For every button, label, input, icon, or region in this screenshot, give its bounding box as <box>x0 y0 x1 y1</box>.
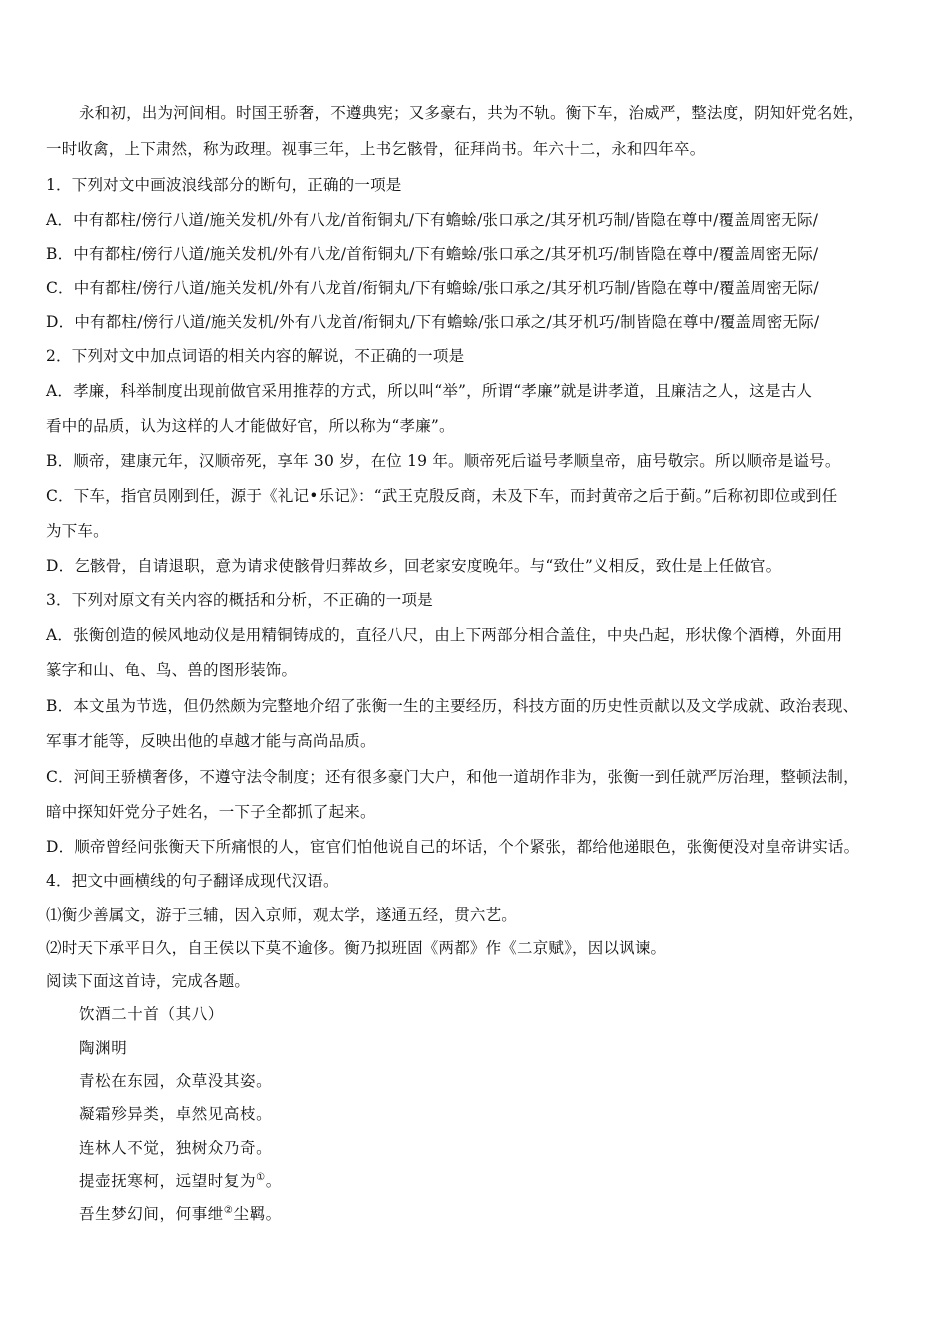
question-3-option-b-line-2: 军事才能等，反映出他的卓越才能与高尚品质。 <box>46 732 376 750</box>
question-3-stem: 3．下列对原文有关内容的概括和分析，不正确的一项是 <box>46 591 433 609</box>
question-4-sentence-1: ⑴衡少善属文，游于三辅，因入京师，观太学，遂通五经，贯六艺。 <box>46 906 518 924</box>
question-4-stem: 4．把文中画横线的句子翻译成现代汉语。 <box>46 872 339 890</box>
reading-instruction: 阅读下面这首诗，完成各题。 <box>46 972 251 990</box>
question-2-option-c-line-1: C．下车，指官员刚到任，源于《礼记•乐记》：“武王克殷反商，未及下车，而封黄帝之后于蓟。”后称初即位或到任 <box>46 487 838 505</box>
question-2-option-a-line-2: 看中的品质，认为这样的人才能做好官，所以称为“孝廉”。 <box>46 417 455 435</box>
question-2-option-d: D．乞骸骨，自请退职，意为请求使骸骨归葬故乡，回老家安度晚年。与“致仕”义相反，致仕是上任做官。 <box>46 557 782 575</box>
question-4-sentence-2: ⑵时天下承平日久，自王侯以下莫不逾侈。衡乃拟班固《两都》作《二京赋》，因以讽谏。 <box>46 939 667 957</box>
poem-line-1: 青松在东园，众草没其姿。 <box>79 1072 273 1090</box>
question-3-option-c-line-1: C．河间王骄横奢侈，不遵守法令制度；还有很多豪门大户，和他一道胡作非为，张衡一到任就严厉治理，整顿法制， <box>46 768 859 786</box>
question-1-option-d: D．中有都柱/傍行八道/施关发机/外有八龙首/衔铜丸/下有蟾蜍/张口承之/其牙机巧/制皆隐在尊中/覆盖周密无际/ <box>46 313 820 331</box>
poem-line-4 <box>79 1171 282 1191</box>
poem-line-4-end: 。 <box>265 1172 282 1190</box>
question-1-option-a: A．中有都柱/傍行八道/施关发机/外有八龙/首衔铜丸/下有蟾蜍/张口承之/其牙机巧制/皆隐在尊中/覆盖周密无际/ <box>46 211 819 229</box>
passage-line-2: 一时收禽，上下肃然，称为政理。视事三年，上书乞骸骨，征拜尚书。年六十二，永和四年卒。 <box>46 140 706 158</box>
question-3-option-c-line-2: 暗中探知奸党分子姓名，一下子全都抓了起来。 <box>46 803 376 821</box>
question-1-option-c: C．中有都柱/傍行八道/施关发机/外有八龙首/衔铜丸/下有蟾蜍/张口承之/其牙机巧制/皆隐在尊中/覆盖周密无际/ <box>46 279 819 297</box>
question-2-stem: 2．下列对文中加点词语的相关内容的解说，不正确的一项是 <box>46 347 465 365</box>
poem-line-4-text: 提壶抚寒柯，远望时复为 <box>79 1172 257 1190</box>
poem-line-5-text: 吾生梦幻间，何事绁 <box>79 1205 224 1223</box>
question-2-option-c-line-2: 为下车。 <box>46 522 109 540</box>
question-2-option-a-line-1: A．孝廉，科举制度出现前做官采用推荐的方式，所以叫“举”，所谓“孝廉”就是讲孝道，且廉洁之人，这是古人 <box>46 382 813 400</box>
poem-line-5-end: 尘羁。 <box>233 1205 282 1223</box>
poem-line-3: 连林人不觉，独树众乃奇。 <box>79 1139 273 1157</box>
question-3-option-b-line-1: B．本文虽为节选，但仍然颇为完整地介绍了张衡一生的主要经历，科技方面的历史性贡献以及文学成就、政治表现、 <box>46 697 859 715</box>
poem-author: 陶渊明 <box>79 1039 128 1057</box>
footnote-marker-1: ① <box>256 1171 266 1183</box>
question-1-option-b: B．中有都柱/傍行八道/施关发机/外有八龙/首衔铜丸/下有蟾蜍/张口承之/其牙机巧/制皆隐在尊中/覆盖周密无际/ <box>46 245 819 263</box>
poem-line-5 <box>79 1204 282 1224</box>
question-3-option-a-line-1: A．张衡创造的候风地动仪是用精铜铸成的，直径八尺，由上下两部分相合盖住，中央凸起，形状像个酒樽，外面用 <box>46 626 843 644</box>
question-1-stem: 1．下列对文中画波浪线部分的断句，正确的一项是 <box>46 176 402 194</box>
question-3-option-a-line-2: 篆字和山、龟、鸟、兽的图形装饰。 <box>46 661 298 679</box>
footnote-marker-2: ② <box>223 1204 234 1216</box>
poem-title: 饮酒二十首（其八） <box>79 1005 224 1023</box>
question-3-option-d: D．顺帝曾经问张衡天下所痛恨的人，宦官们怕他说自己的坏话，个个紧张，都给他递眼色，张衡便没对皇帝讲实话。 <box>46 838 860 856</box>
passage-line-1: 永和初，出为河间相。时国王骄奢，不遵典宪；又多豪右，共为不轨。衡下车，治威严，整法度，阴知奸党名姓， <box>79 104 865 122</box>
question-2-option-b: B．顺帝，建康元年，汉顺帝死，享年 30 岁，在位 19 年。顺帝死后谥号孝顺皇帝，庙号敬宗。所以顺帝是谥号。 <box>46 452 841 470</box>
poem-line-2: 凝霜殄异类，卓然见高枝。 <box>79 1105 273 1123</box>
